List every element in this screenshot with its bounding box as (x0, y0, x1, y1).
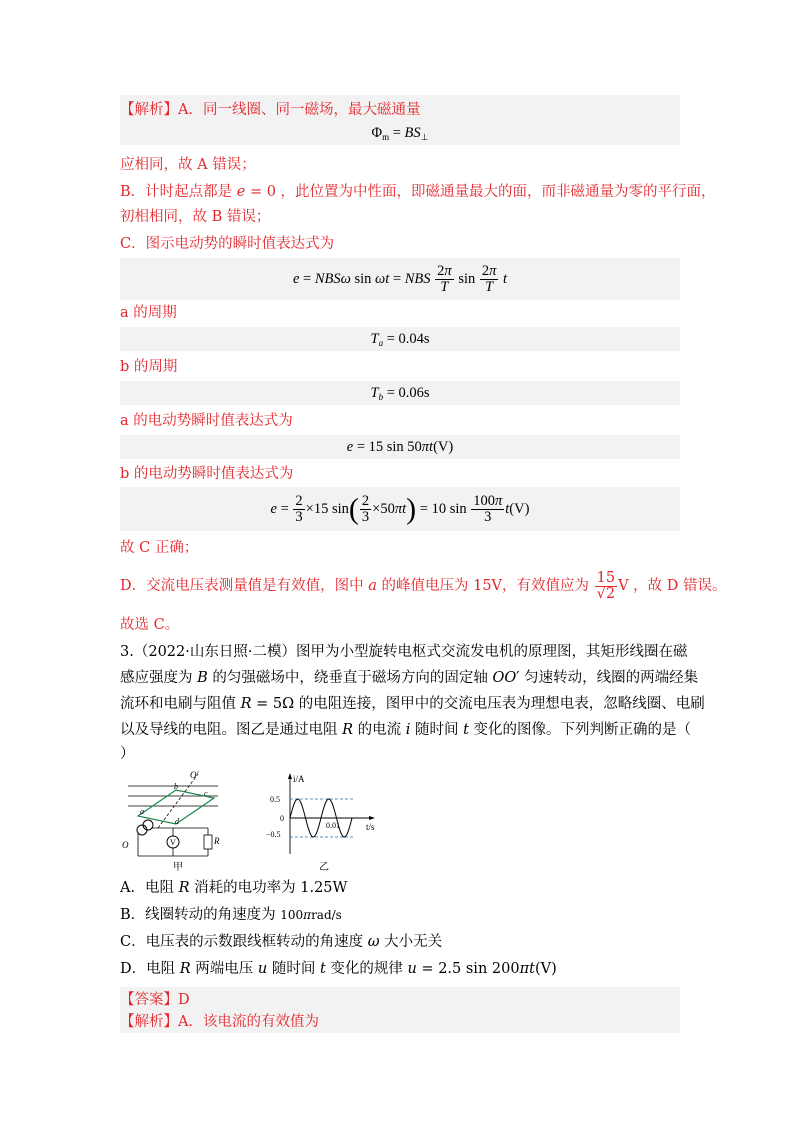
question3-stem-1: 图甲为小型旋转电枢式交流发电机的原理图，其矩形线圈在磁 (295, 644, 688, 660)
a-period-label: a 的周期 (120, 305, 177, 321)
answer-line (120, 990, 680, 1010)
question3-line2: 感应强度为 B 的匀强磁场中，绕垂直于磁场方向的固定轴 OO′ 匀速转动，线圈的两端经集 (120, 670, 699, 686)
question3-line4: 以及导线的电阻。图乙是通过电阻 R 的电流 i 随时间 t 变化的图像。下列判断正确的是（ (120, 722, 692, 738)
analysis-d-line: D．交流电压表测量值是有效值，图中 a 的峰值电压为 15V，有效值应为 $\frac{15}{√2}$ V ，故 D 错误。 (120, 569, 727, 602)
question3-source: （2022·山东日照·二模） (133, 644, 296, 660)
analysis-b-line1: B．计时起点都是 e = 0 ，此位置为中性面，即磁通量最大的面，而非磁通量为零的平行面， (120, 184, 716, 200)
analysis-b-line2: 初相相同，故 B 错误； (120, 209, 271, 225)
graph-y-axis-label: i/A (293, 774, 305, 784)
figure-jia-mark-a: a (140, 807, 144, 816)
equation-eb: e = $\frac{2}{3}$ ×15 sin( $\frac{2}{3}$ ×50πt) = 10 sin $\frac{100\pi}{3}$ t(V) (270, 492, 530, 526)
figure-jia-label: 甲 (173, 862, 183, 873)
b-expr-label: b 的电动势瞬时值表达式为 (120, 466, 294, 482)
analysis-a-text: A．同一线圈、同一磁场，最大磁通量 (178, 102, 421, 118)
figure-jia-mark-d: d (175, 817, 179, 826)
analysis-final: 故选 C。 (120, 617, 180, 633)
graph-y-tick-zero: 0 (280, 814, 284, 823)
option-a[interactable]: A．电阻 R 消耗的电功率为 1.25W (120, 880, 348, 896)
figure-jia-mark-c: c (204, 789, 208, 798)
figure-current-graph (262, 770, 392, 860)
equation-e: e = NBSω sin ωt = NBS $\frac{2\pi}{T}$ sin $\frac{2\pi}{T}$ t (292, 263, 508, 296)
option-c[interactable]: C．电压表的示数跟线框转动的角速度 ω 大小无关 (120, 934, 443, 950)
question3-line5: ） (120, 746, 135, 762)
question3-number: 3. (120, 644, 134, 660)
graph-y-tick-bottom: −0.5 (266, 830, 281, 839)
question3-line1 (120, 642, 688, 662)
answer-tag: 【答案】 (120, 992, 178, 1008)
graph-y-tick-top: 0.5 (270, 795, 280, 804)
figure-jia-mark-o-top: O′ (190, 770, 199, 780)
equation-ta: $T_a = 0.04s$ (370, 331, 430, 348)
graph-x-tick: 0.01 (326, 821, 340, 830)
figure-jia-mark-b: b (174, 782, 178, 791)
analysis2-a-text: A．该电流的有效值为 (178, 1014, 319, 1030)
answer-value: D (178, 992, 190, 1008)
option-d[interactable]: D．电阻 R 两端电压 u 随时间 t 变化的规律 u = 2.5 sin 200πt(V) (120, 961, 557, 977)
figure-jia-mark-v: V (170, 838, 176, 847)
analysis-a-conclusion: 应相同，故 A 错误； (120, 157, 256, 173)
figure-jia-mark-r: R (214, 836, 220, 846)
analysis-c-conclusion: 故 C 正确； (120, 540, 199, 556)
equation-phi: $\Phi_m = BS_\perp$ (371, 125, 429, 142)
analysis2-line (120, 1012, 680, 1032)
analysis-c-line: C．图示电动势的瞬时值表达式为 (120, 236, 335, 252)
analysis-tag: 【解析】 (120, 102, 178, 118)
option-b[interactable]: B．线圈转动的角速度为 100πrad/s (120, 907, 342, 923)
equation-ea: e = 15 sin 50πt(V) (346, 439, 454, 455)
analysis-a-line (120, 100, 680, 120)
b-period-label: b 的周期 (120, 359, 178, 375)
analysis2-tag: 【解析】 (120, 1014, 178, 1030)
a-expr-label: a 的电动势瞬时值表达式为 (120, 413, 293, 429)
graph-x-axis-label: t/s (366, 822, 375, 832)
figure-generator-diagram (118, 768, 228, 868)
question3-line3: 流环和电刷与阻值 R = 5Ω 的电阻连接，图甲中的交流电压表为理想电表，忽略线圈、电刷 (120, 696, 705, 712)
figure-yi-label: 乙 (319, 862, 329, 873)
figure-jia-mark-o-bottom: O (122, 840, 129, 850)
equation-tb: $T_b = 0.06s$ (370, 385, 430, 402)
